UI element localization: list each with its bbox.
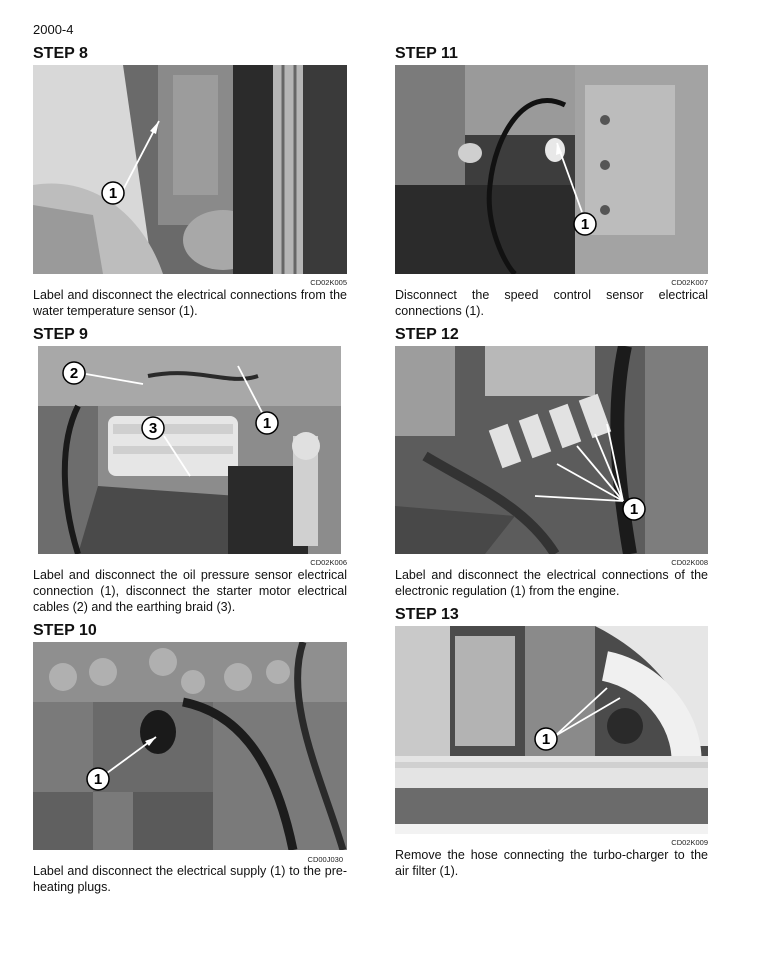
svg-text:1: 1 [93, 771, 103, 788]
step-11-callout-1 [574, 213, 596, 235]
step-10-photo [33, 642, 347, 850]
step-9-caption: Label and disconnect the oil pressure sensor electrical connection (1), disconnect the starter motor electrical cables (2) and the earthing braid (3). [33, 568, 347, 614]
svg-text:1: 1 [629, 501, 639, 518]
step-13-callout-1 [535, 728, 557, 750]
step-12-caption: Label and disconnect the electrical connections of the electronic regulation (1) from the engine. [395, 568, 708, 598]
step-8-caption: Label and disconnect the electrical connections from the water temperature sensor (1). [33, 288, 347, 318]
step-12-callout-1 [623, 498, 645, 520]
step-12-title: STEP 12 [395, 326, 459, 343]
svg-text:3: 3 [148, 420, 158, 437]
step-11-photo [395, 65, 708, 274]
step-10-figure-code: CD00J030 [307, 855, 343, 864]
step-10-callout-1 [87, 768, 109, 790]
step-9-callout-2 [63, 362, 85, 384]
svg-text:1: 1 [541, 731, 551, 748]
step-13-figure-code: CD02K009 [671, 838, 708, 847]
page-number: 2000-4 [33, 22, 74, 37]
step-13-caption: Remove the hose connecting the turbo-charger to the air filter (1). [395, 848, 708, 878]
svg-text:2: 2 [69, 365, 79, 382]
step-8-callout-1 [102, 182, 124, 204]
svg-text:1: 1 [108, 185, 118, 202]
step-8-photo [33, 65, 347, 274]
step-9-title: STEP 9 [33, 326, 88, 343]
step-12-figure-code: CD02K008 [671, 558, 708, 567]
step-11-caption: Disconnect the speed control sensor electrical connections (1). [395, 288, 708, 318]
step-9-figure-code: CD02K006 [310, 558, 347, 567]
step-8-figure-code: CD02K005 [310, 278, 347, 287]
step-8-title: STEP 8 [33, 45, 88, 62]
step-11-figure-code: CD02K007 [671, 278, 708, 287]
step-13-title: STEP 13 [395, 606, 459, 623]
svg-text:1: 1 [580, 216, 590, 233]
step-9-callout-3 [142, 417, 164, 439]
step-10-title: STEP 10 [33, 622, 97, 639]
step-11-title: STEP 11 [395, 45, 458, 62]
step-9-callout-1 [256, 412, 278, 434]
step-12-photo [395, 346, 708, 554]
step-9-photo [38, 346, 341, 554]
svg-text:1: 1 [262, 415, 272, 432]
step-10-caption: Label and disconnect the electrical supply (1) to the pre-heating plugs. [33, 864, 347, 894]
step-13-photo [395, 626, 708, 834]
